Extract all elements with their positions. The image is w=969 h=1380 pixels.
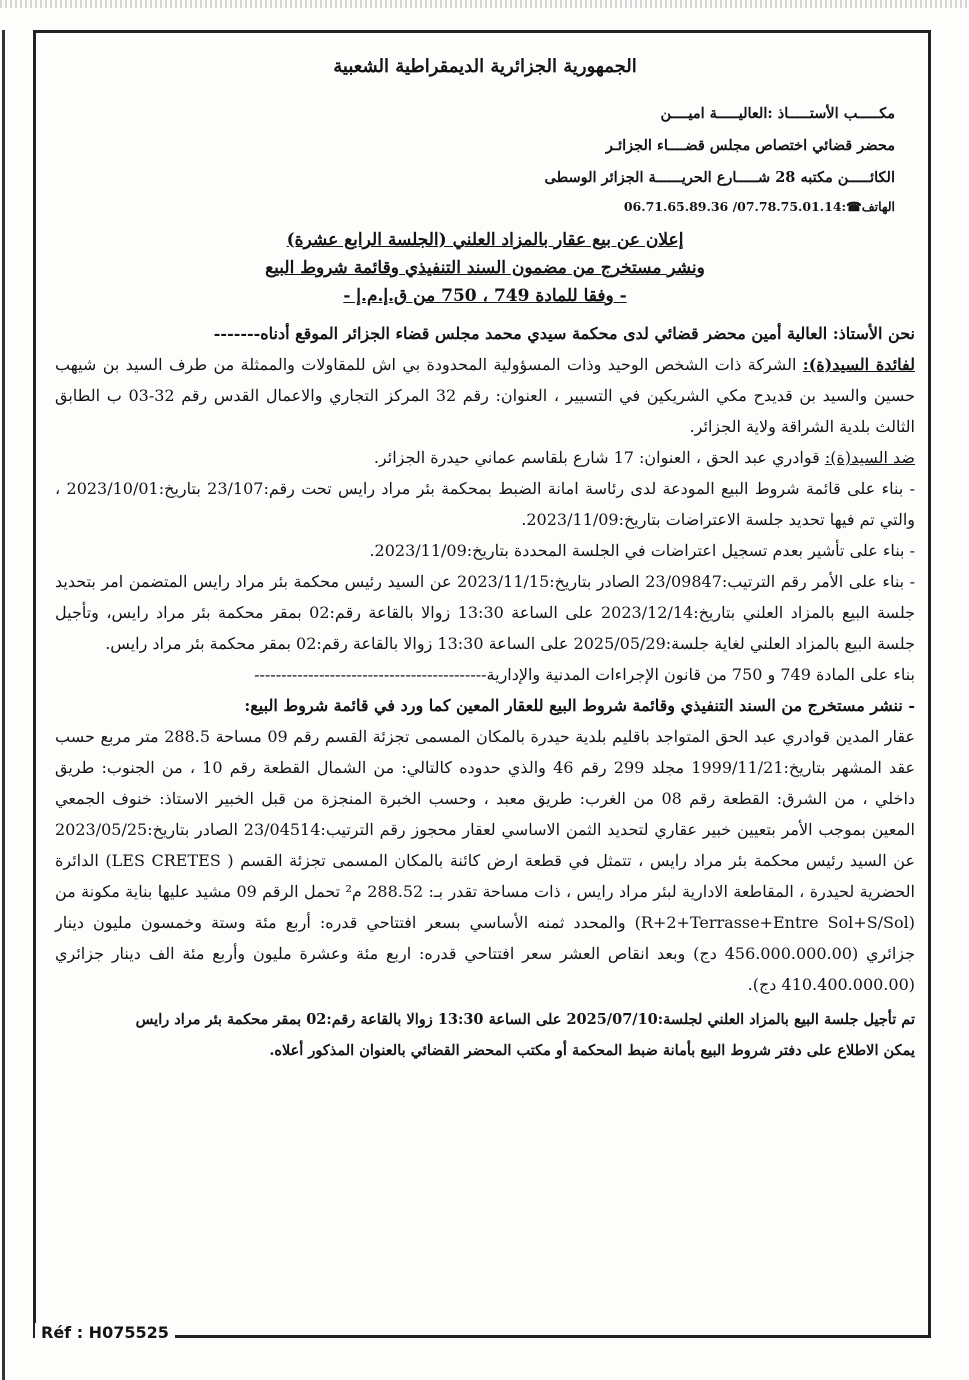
against-label: ضد السيد(ة): xyxy=(824,448,915,467)
beneficiary-paragraph xyxy=(55,349,915,442)
reference-number: Réf : H075525 xyxy=(35,1323,175,1342)
intro-paragraph: نحن الأستاذ: العالية أمين محضر قضائي لدى محكمة سيدي محمد مجلس قضاء الجزائر الموقع أدناه------- xyxy=(213,324,915,343)
phone-line: الهاتف☎:07.78.75.01.14/ 06.71.65.89.36 xyxy=(623,199,895,214)
title-line-1: إعلان عن بيع عقار بالمزاد العلني (الجلسة الرابع عشرة) xyxy=(286,230,684,250)
paragraph-property-description: عقار المدين قوادري عبد الحق المتواجد باقليم بلدية حيدرة بالمكان المسمى تجزئة القسم رقم 09 مساحة 288.5 متر مربع حسب عقد المشهر بتاريخ:1999/11/21 مجلد 299 رقم 46 والذي حدوده كالتالي: من الشمال القطعة رقم 10 ، من الجنوب: طريق داخلي ، من الشرق: القطعة رقم 08 من الغرب: طريق معبد ، وحسب الخبرة المنجزة من قبل الخبير الاستاذ: خنوف الجمعي المعين بموجب الأمر بتعيين خبير عقاري لتحديد الثمن الاساسي لعقار محجوز رقم الترتيب:23/04514 الصادر بتاريخ:2023/05/25 عن السيد رئيس محكمة بئر مراد رايس ، تتمثل في قطعة ارض كائنة بالمكان المسمى تجزئة القسم ( LES CRETES) الدائرة الحضرية لحيدرة ، المقاطعة الادارية لبئر مراد رايس ، ذات مساحة تقدر بـ: 288.52 م² تحمل الرقم 09 مشيد عليها بناية مكونة من (R+2+Terrasse+Entre Sol+S/Sol) والمحدد ثمنه الأساسي بسعر افتتاحي قدره: أربع مئة وستة وخمسون مليون دينار جزائري (456.000.000.00 دج) وبعد انقاص العشر سعر افتتاحي قدره: اربع مئة وعشرة مليون وأربع مئة الف دينار جزائري (410.400.000.00 دج). xyxy=(55,727,916,994)
against-paragraph xyxy=(55,442,915,473)
against-text: قوادري عبد الحق ، العنوان: 17 شارع بلقاسم عماني حيدرة الجزائر. xyxy=(373,448,825,467)
scan-artifact-left-edge xyxy=(2,30,5,1380)
announcement-title xyxy=(55,226,915,254)
announcement-subtitle xyxy=(55,254,915,282)
scan-artifact-top xyxy=(0,0,969,8)
paragraph-consultation: يمكن الاطلاع على دفتر شروط البيع بأمانة ضبط المحكمة أو مكتب المحضر القضائي بالعنوان المذكور أعلاه. xyxy=(269,1042,915,1059)
paragraph-no-objections: - بناء على تأشير بعدم تسجيل اعتراضات في الجلسة المحددة بتاريخ:2023/11/09. xyxy=(369,541,915,560)
paragraph-conditions-list: - بناء على قائمة شروط البيع المودعة لدى رئاسة امانة الضبط بمحكمة بئر مراد رايس تحت رقم:23/107 بتاريخ:2023/10/01 ، والتي تم فيها تحديد جلسة الاعتراضات بتاريخ:2023/11/09. xyxy=(55,479,916,529)
announcement-legal-basis xyxy=(55,282,915,310)
role-line: محضر قضائي اختصاص مجلس قضــــاء الجزائـر xyxy=(605,137,895,154)
title-line-3: - وفقا للمادة 749 ، 750 من ق.إ.م.إ - xyxy=(343,286,627,306)
address-line: الكائـــــن مكتبه 28 شـــــارع الحريــــــة الجزائر الوسطى xyxy=(544,169,895,186)
office-line: مكـــــب الأستـــــاذ :العاليـــــة اميــــن xyxy=(660,105,895,122)
republic-heading: الجمهورية الجزائرية الديمقراطية الشعبية xyxy=(333,56,637,77)
paragraph-order: - بناء على الأمر رقم الترتيب:23/09847 الصادر بتاريخ:2023/11/15 عن السيد رئيس محكمة بئر مراد رايس المتضمن امر بتحديد جلسة البيع بالمزاد العلني بتاريخ:2023/12/14 على الساعة 13:30 زوالا بالقاعة رقم:02 بمقر محكمة بئر مراد رايس، وتأجيل جلسة البيع بالمزاد العلني لغاية جلسة:2025/05/29 على الساعة 13:30 زوالا بالقاعة رقم:02 بمقر محكمة بئر مراد رايس. xyxy=(55,572,916,653)
paragraph-postponement: تم تأجيل جلسة البيع بالمزاد العلني لجلسة:2025/07/10 على الساعة 13:30 زوالا بالقاعة رقم:02 بمقر محكمة بئر مراد رايس xyxy=(135,1011,915,1028)
beneficiary-text: الشركة ذات الشخص الوحيد وذات المسؤولية المحدودة بي اش للمقاولات والممثلة من طرف السيد بن شيهب حسين والسيد بن قديدح مكي الشريكين في التسيير ، العنوان: رقم 32 المركز التجاري والاعمال القدس رقم 32-03 ب الطابق الثالث بلدية الشراقة ولاية الجزائر. xyxy=(55,355,916,436)
beneficiary-label: لفائدة السيد(ة): xyxy=(802,355,915,374)
title-line-2: ونشر مستخرج من مضمون السند التنفيذي وقائمة شروط البيع xyxy=(265,258,705,278)
paragraph-publication: - ننشر مستخرج من السند التنفيذي وقائمة شروط البيع للعقار المعين كما ورد في قائمة شروط البيع: xyxy=(244,696,915,715)
paragraph-legal-articles: بناء على المادة 749 و 750 من قانون الإجراءات المدنية والإدارية------------------------------------------- xyxy=(254,665,915,684)
document-content xyxy=(55,50,915,1066)
